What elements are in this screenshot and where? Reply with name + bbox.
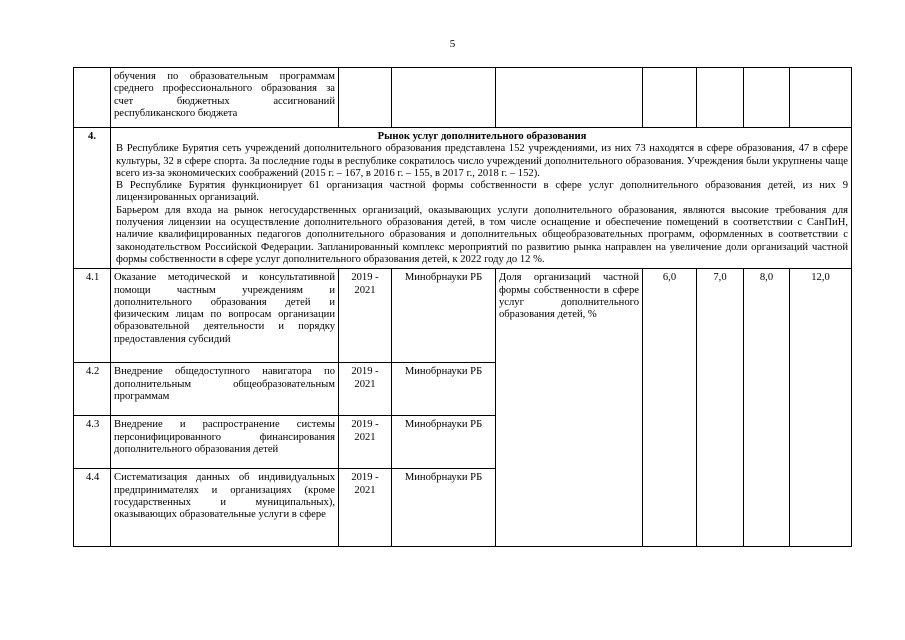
section-title: Рынок услуг дополнительного образования: [377, 131, 587, 142]
row-activity: Внедрение общедоступного навигатора по дополнительным общеобразовательным программам: [111, 363, 339, 416]
row-number: 4.3: [74, 416, 111, 469]
row-period: 2019 - 2021: [339, 363, 392, 416]
row-activity: Систематизация данных об индивидуальных предпринимателях и организациях (кроме государственных и муниципальных), оказывающих образовательные услуги в сфере: [111, 469, 339, 547]
continuation-number-cell: [74, 68, 111, 128]
row-number: 4.4: [74, 469, 111, 547]
indicator-value-2019: 6,0: [643, 269, 697, 547]
row-activity: Внедрение и распространение системы персонифицированного финансирования дополнительного образования детей: [111, 416, 339, 469]
continuation-value-2020: [697, 68, 744, 128]
indicator-name: Доля организаций частной формы собственности в сфере услуг дополнительного образования детей, %: [496, 269, 643, 547]
row-responsible: Минобрнауки РБ: [392, 363, 496, 416]
row-responsible: Минобрнауки РБ: [392, 269, 496, 363]
continuation-indicator-cell: [496, 68, 643, 128]
table-row: [74, 269, 852, 363]
page-number: 5: [449, 38, 456, 50]
continuation-responsible-cell: [392, 68, 496, 128]
row-number: 4.1: [74, 269, 111, 363]
section-paragraph: Барьером для входа на рынок негосударственных организаций, оказывающих услуги дополнительного образования, являются высокие требования для получения лицензии на осуществление дополнительного образования детей, в том числе оснащение и обеспечение помещений в соответствии с СанПиН, наличие квалифицированных педагогов дополнительного образования и дополнительных общеобразовательных программ, оформленных в соответствии с законодательством Российской Федерации. Запланированный комплекс мероприятий по развитию рынка направлен на увеличение доли организаций частной формы собственности в сфере услуг дополнительного образования детей, к 2022 году до 12 %.: [116, 204, 848, 265]
continuation-row: [74, 68, 852, 128]
continuation-value-2021: [744, 68, 790, 128]
section-number: 4.: [74, 128, 111, 269]
row-period: 2019 - 2021: [339, 469, 392, 547]
row-responsible: Минобрнауки РБ: [392, 416, 496, 469]
indicator-value-2021: 8,0: [744, 269, 790, 547]
continuation-value-2022: [790, 68, 852, 128]
section-paragraph: В Республике Бурятия функционирует 61 организация частной формы собственности в сфере услуг дополнительного образования детей, из них 9 лицензированных организаций.: [116, 180, 848, 204]
indicator-value-2022: 12,0: [790, 269, 852, 547]
row-period: 2019 - 2021: [339, 269, 392, 363]
row-number: 4.2: [74, 363, 111, 416]
row-responsible: Минобрнауки РБ: [392, 469, 496, 547]
row-period: 2019 - 2021: [339, 416, 392, 469]
indicator-value-2020: 7,0: [697, 269, 744, 547]
row-activity: Оказание методической и консультативной помощи частным учреждениям и дополнительного образования детей и физическим лицам по вопросам организации образовательной деятельности и порядку предоставления субсидий: [111, 269, 339, 363]
continuation-activity-cell: обучения по образовательным программам среднего профессионального образования за счет бюджетных ассигнований республиканского бюджета: [111, 68, 339, 128]
continuation-period-cell: [339, 68, 392, 128]
section-row: [74, 128, 852, 269]
section-paragraph: В Республике Бурятия сеть учреждений дополнительного образования представлена 152 учреждениями, из них 73 находятся в сфере образования, 47 в сфере культуры, 32 в сфере спорта. За последние годы в республике сократилось число учреждений дополнительного образования. Учреждения были укрупнены чаще всего из-за экономических соображений (2015 г. – 167, в 2016 г. – 155, в 2017 г., 2018 г. – 152).: [116, 143, 848, 179]
section-description: [111, 128, 852, 269]
measures-table: [73, 67, 852, 547]
continuation-value-2019: [643, 68, 697, 128]
